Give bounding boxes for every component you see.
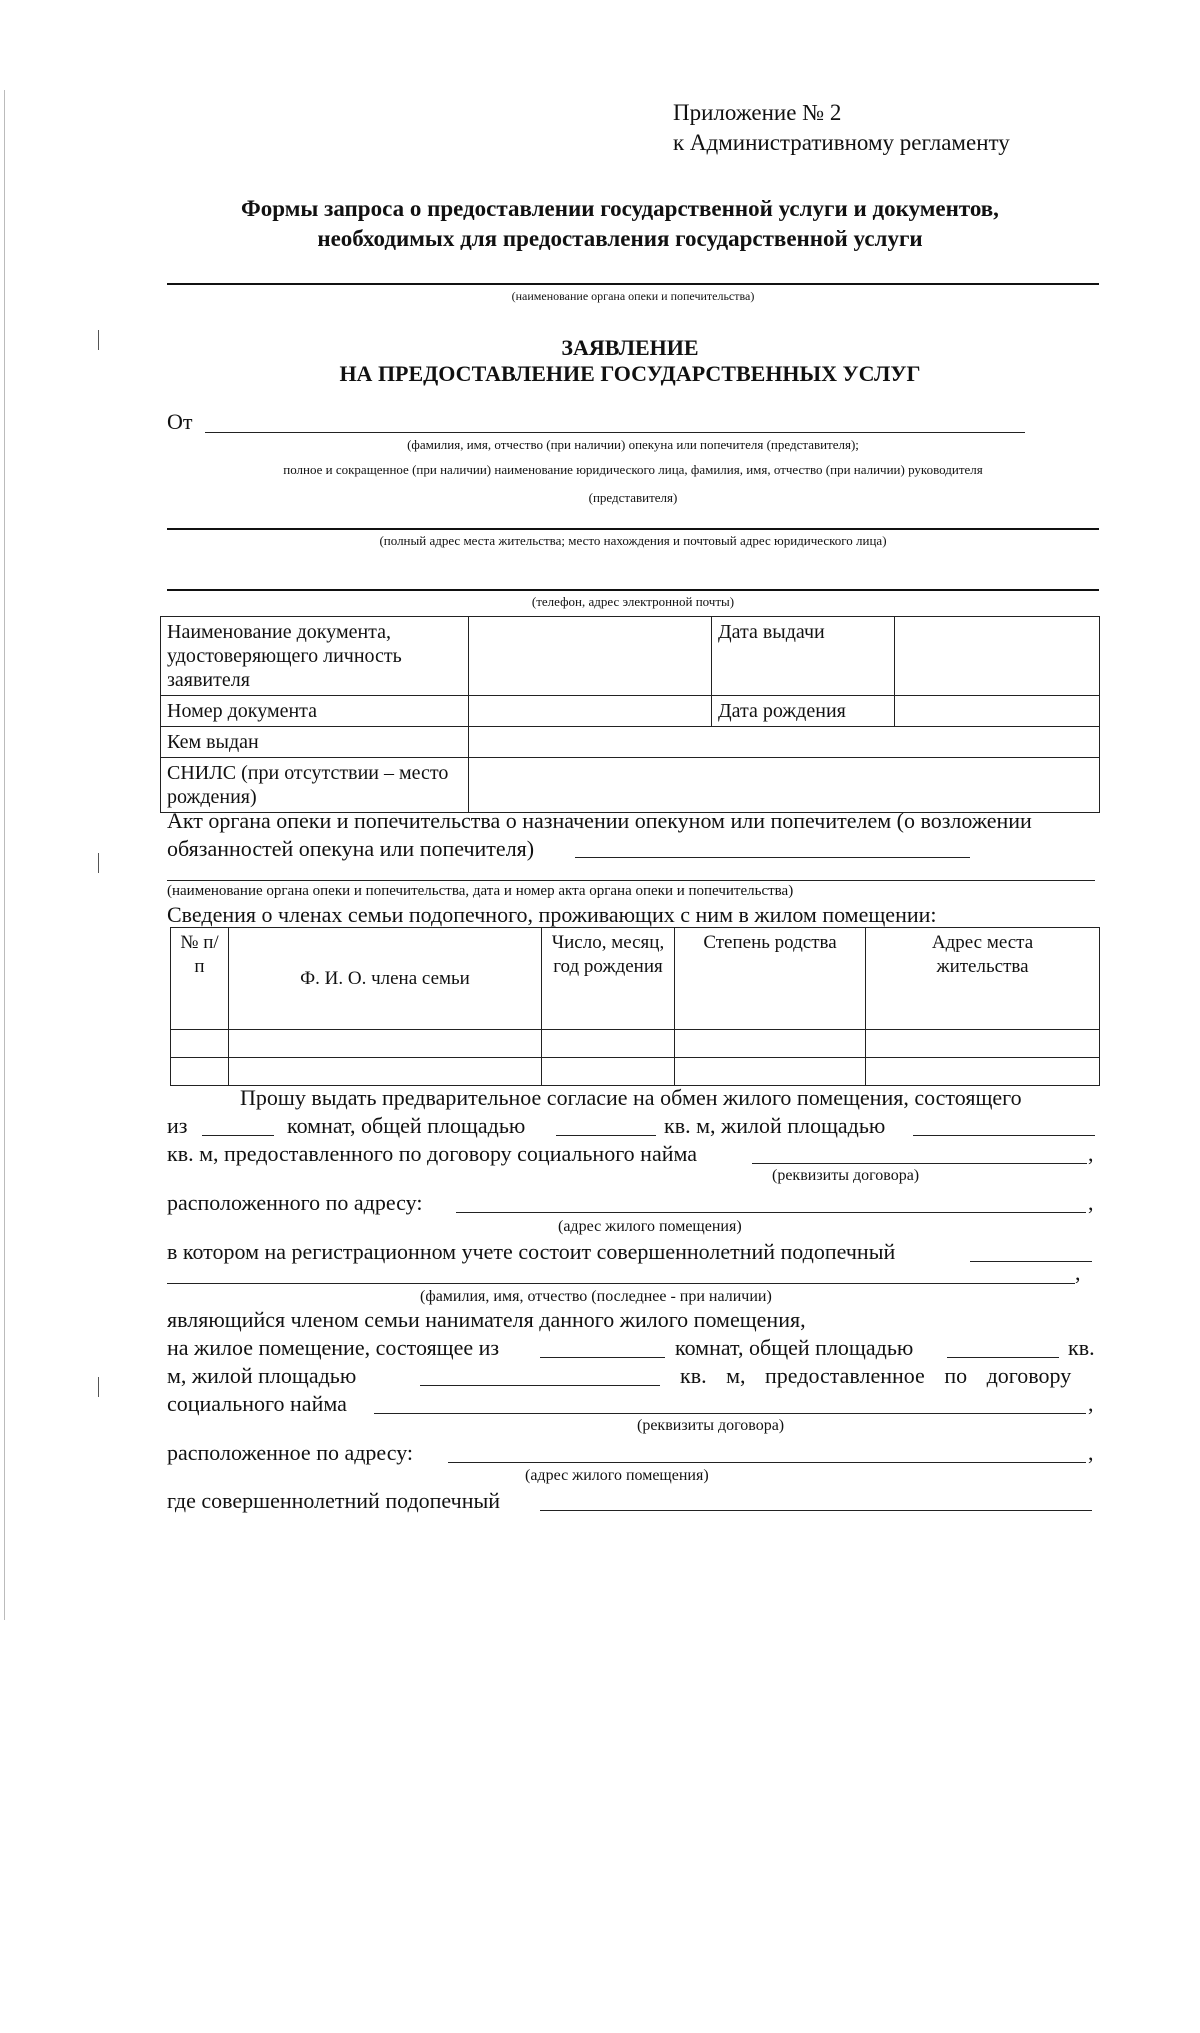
- snils-label: СНИЛС (при отсутствии – место рождения): [161, 758, 469, 813]
- scan-mark: [98, 330, 99, 350]
- col-dob-header: Число, месяц, год рождения: [542, 928, 675, 1030]
- appendix-line-2: к Административному регламенту: [673, 130, 1010, 155]
- family-cell[interactable]: [675, 1058, 866, 1086]
- address-line[interactable]: [167, 528, 1099, 530]
- family-table: [170, 927, 1100, 1086]
- family-cell[interactable]: [171, 1030, 229, 1058]
- contract-caption: (реквизиты договора): [772, 1167, 920, 1184]
- from-caption-3: (представителя): [588, 490, 678, 505]
- request-line-2b: комнат, общей площадью: [287, 1113, 526, 1138]
- scan-mark: [98, 853, 99, 873]
- organ-line[interactable]: [167, 283, 1099, 285]
- address-blank[interactable]: [456, 1190, 1086, 1213]
- family-cell[interactable]: [866, 1058, 1100, 1086]
- comma-2: ,: [1088, 1190, 1094, 1215]
- heading-line-2: необходимых для предоставления государственной услуги: [317, 226, 923, 251]
- birth-date-label: Дата рождения: [712, 696, 895, 727]
- comma-4: ,: [1088, 1391, 1094, 1416]
- phone-caption: (телефон, адрес электронной почты): [531, 594, 735, 609]
- request-line-2a: из: [167, 1113, 188, 1138]
- phone-line[interactable]: [167, 589, 1099, 591]
- family-cell[interactable]: [675, 1030, 866, 1058]
- comma-1: ,: [1088, 1141, 1094, 1166]
- request-line-4: расположенного по адресу:: [167, 1190, 423, 1215]
- address-caption: (полный адрес места жительства; место нахождения и почтовый адрес юридического лица): [379, 533, 887, 548]
- request-line-7c: кв.: [1068, 1335, 1095, 1360]
- act-line-blank[interactable]: [167, 880, 1095, 881]
- address-blank-2[interactable]: [448, 1440, 1086, 1463]
- family-cell[interactable]: [171, 1058, 229, 1086]
- rooms-blank-2[interactable]: [540, 1335, 665, 1358]
- comma-3: ,: [1075, 1260, 1081, 1285]
- rooms-blank[interactable]: [202, 1113, 274, 1136]
- family-cell[interactable]: [542, 1030, 675, 1058]
- act-inline-blank[interactable]: [575, 857, 970, 858]
- from-line[interactable]: [205, 432, 1025, 433]
- page-edge-line: [4, 90, 5, 1620]
- doc-name-cell[interactable]: [469, 617, 712, 696]
- issue-date-cell[interactable]: [895, 617, 1100, 696]
- request-line-11: где совершеннолетний подопечный: [167, 1488, 501, 1513]
- request-line-3: кв. м, предоставленного по договору социального найма: [167, 1141, 698, 1166]
- appendix-line-1: Приложение № 2: [673, 100, 842, 125]
- issued-by-cell[interactable]: [469, 727, 1100, 758]
- request-line-9: социального найма: [167, 1391, 347, 1416]
- request-line-5: в котором на регистрационном учете состоит совершеннолетний подопечный: [167, 1239, 896, 1264]
- issued-by-label: Кем выдан: [161, 727, 469, 758]
- table-row: [171, 1030, 1100, 1058]
- birth-date-cell[interactable]: [895, 696, 1100, 727]
- request-line-2c: кв. м, жилой площадью: [664, 1113, 886, 1138]
- issue-date-label: Дата выдачи: [712, 617, 895, 696]
- act-line-2: обязанностей опекуна или попечителя): [167, 836, 535, 861]
- col-address-header: Адрес места жительства: [866, 928, 1100, 1030]
- organ-caption: (наименование органа опеки и попечительства): [511, 289, 755, 303]
- request-line-6: являющийся членом семьи нанимателя данного жилого помещения,: [167, 1307, 806, 1332]
- request-line-10: расположенное по адресу:: [167, 1440, 414, 1465]
- fio-caption: (фамилия, имя, отчество (последнее - при наличии): [420, 1288, 772, 1305]
- from-label: От: [167, 409, 193, 434]
- family-intro: Сведения о членах семьи подопечного, проживающих с ним в жилом помещении:: [167, 902, 937, 927]
- doc-number-label: Номер документа: [161, 696, 469, 727]
- address-caption-1: (адрес жилого помещения): [558, 1218, 742, 1235]
- act-caption: (наименование органа опеки и попечительства, дата и номер акта органа опеки и попечительства): [167, 883, 794, 899]
- comma-5: ,: [1088, 1440, 1094, 1465]
- doc-number-cell[interactable]: [469, 696, 712, 727]
- col-relation-header: Степень родства: [675, 928, 866, 1030]
- scan-mark: [98, 1377, 99, 1397]
- living-area-blank-2[interactable]: [420, 1363, 660, 1386]
- living-area-blank[interactable]: [913, 1113, 1095, 1136]
- contract-blank-2[interactable]: [374, 1391, 1086, 1414]
- ward-inline-blank[interactable]: [970, 1239, 1092, 1262]
- from-caption-1: (фамилия, имя, отчество (при наличии) опекуна или попечителя (представителя);: [407, 437, 859, 452]
- ward-blank-2[interactable]: [540, 1488, 1092, 1511]
- family-cell[interactable]: [229, 1030, 542, 1058]
- request-line-7a: на жилое помещение, состоящее из: [167, 1335, 500, 1360]
- family-cell[interactable]: [866, 1030, 1100, 1058]
- table-row: [171, 1058, 1100, 1086]
- contract-caption-2: (реквизиты договора): [637, 1417, 785, 1434]
- col-num-header: № п/п: [171, 928, 229, 1030]
- ward-fio-line[interactable]: [167, 1283, 1075, 1284]
- act-line-1: Акт органа опеки и попечительства о назначении опекуном или попечителем (о возложении: [167, 808, 1032, 833]
- identity-table: [160, 616, 1100, 813]
- address-caption-2: (адрес жилого помещения): [525, 1467, 709, 1484]
- request-line-8b: кв. м, предоставленное по договору: [680, 1363, 1072, 1388]
- family-cell[interactable]: [542, 1058, 675, 1086]
- request-line-7b: комнат, общей площадью: [675, 1335, 914, 1360]
- request-line-8a: м, жилой площадью: [167, 1363, 357, 1388]
- title-line-2: НА ПРЕДОСТАВЛЕНИЕ ГОСУДАРСТВЕННЫХ УСЛУГ: [339, 361, 921, 386]
- family-cell[interactable]: [229, 1058, 542, 1086]
- heading-line-1: Формы запроса о предоставлении государственной услуги и документов,: [241, 196, 999, 221]
- contract-blank[interactable]: [752, 1141, 1087, 1164]
- col-fio-header: Ф. И. О. члена семьи: [229, 928, 542, 1030]
- total-area-blank-2[interactable]: [947, 1335, 1059, 1358]
- from-caption-2: полное и сокращенное (при наличии) наименование юридического лица, фамилия, имя, отчество (при наличии) руководителя: [283, 462, 983, 477]
- title-line-1: ЗАЯВЛЕНИЕ: [561, 335, 699, 360]
- total-area-blank[interactable]: [556, 1113, 656, 1136]
- doc-name-label: Наименование документа, удостоверяющего личность заявителя: [161, 617, 469, 696]
- snils-cell[interactable]: [469, 758, 1100, 813]
- request-line-1: Прошу выдать предварительное согласие на обмен жилого помещения, состоящего: [240, 1085, 1022, 1110]
